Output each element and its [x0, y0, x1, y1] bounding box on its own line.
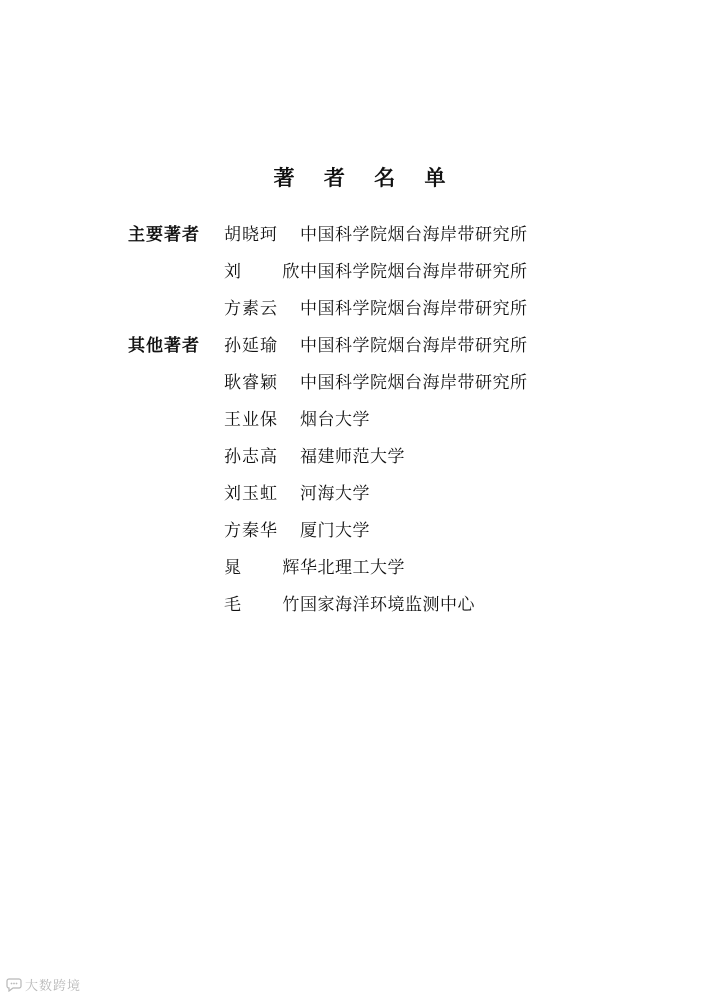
author-name: 刘玉虹 [224, 484, 278, 504]
author-name: 孙志高 [224, 447, 278, 467]
author-name: 刘 欣 [224, 262, 318, 282]
author-row [0, 481, 719, 507]
author-name: 王业保 [224, 410, 278, 430]
author-name: 胡晓珂 [224, 225, 278, 245]
author-affiliation: 华北理工大学 [300, 558, 405, 578]
author-name: 毛 竹 [224, 595, 318, 615]
author-affiliation: 中国科学院烟台海岸带研究所 [300, 336, 528, 356]
author-row [0, 370, 719, 396]
author-row [0, 555, 719, 581]
author-affiliation: 河海大学 [300, 484, 370, 504]
author-name: 方秦华 [224, 521, 278, 541]
author-name: 孙延瑜 [224, 336, 278, 356]
chat-bubble-icon [6, 978, 22, 992]
author-affiliation: 厦门大学 [300, 521, 370, 541]
author-affiliation: 中国科学院烟台海岸带研究所 [300, 299, 528, 319]
group-label-other-authors: 其他著者 [128, 336, 200, 356]
author-affiliation: 中国科学院烟台海岸带研究所 [300, 225, 528, 245]
author-affiliation: 烟台大学 [300, 410, 370, 430]
author-affiliation: 福建师范大学 [300, 447, 405, 467]
author-name: 方素云 [224, 299, 278, 319]
author-name: 耿睿颖 [224, 373, 278, 393]
group-label-main-authors: 主要著者 [128, 225, 200, 245]
author-row [0, 296, 719, 322]
author-row [0, 333, 719, 359]
author-affiliation: 中国科学院烟台海岸带研究所 [300, 262, 528, 282]
author-row [0, 407, 719, 433]
watermark [6, 975, 81, 994]
author-affiliation: 中国科学院烟台海岸带研究所 [300, 373, 528, 393]
author-row [0, 592, 719, 618]
author-affiliation: 国家海洋环境监测中心 [300, 595, 475, 615]
author-name: 晁 辉 [224, 558, 318, 578]
author-row [0, 444, 719, 470]
author-row [0, 222, 719, 248]
watermark-text: 大数跨境 [25, 979, 82, 994]
page-title: 著 者 名 单 [273, 166, 457, 190]
author-row [0, 259, 719, 285]
author-row [0, 518, 719, 544]
